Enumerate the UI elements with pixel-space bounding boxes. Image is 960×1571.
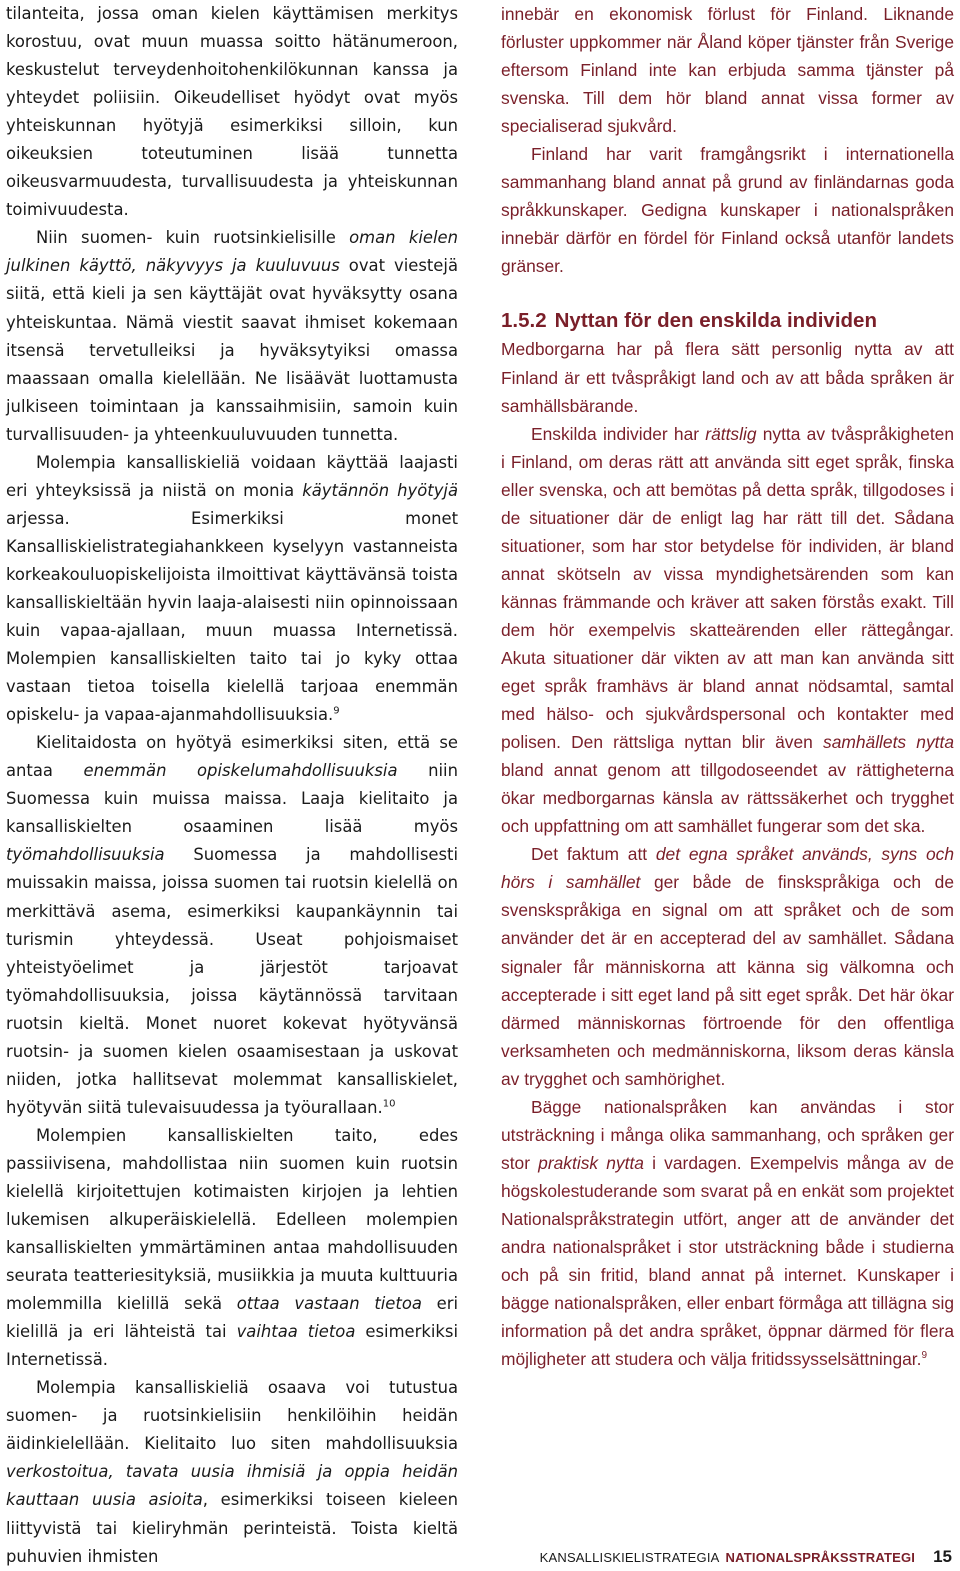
footer-label-fi: KANSALLISKIELISTRATEGIA — [539, 1550, 720, 1565]
footnote-ref: 9 — [921, 1350, 928, 1362]
footer-label-sv: NATIONALSPRÅKSSTRATEGI — [725, 1550, 916, 1565]
paragraph-sv-2: Finland har varit framgångsrikt i internationella sammanhang bland annat på grund av finländarnas goda språkkunskaper. Gedigna kunskaper i nationalspråken innebär därför en fördel för Finland också utanför landets gränser. — [501, 144, 954, 277]
paragraph-fi-5: Molempien kansalliskielten taito, edes passiivisena, mahdollistaa niin suomen kuin ruotsin kielellä kirjoitettujen kotimaisten kirjojen ja lehtien lukemisen alkuperäiskielellä. Edelleen molempien kansalliskielten ymmärtäminen antaa mahdollisuuden seurata teatteriesityksiä, musiikkia ja muuta kulttuuria molemmilla kielillä sekä ottaa vastaan tietoa eri kielillä ja eri lähteistä tai vaihtaa tietoa esimerkiksi Internetissä. — [6, 1125, 458, 1370]
paragraph-sv-4: Enskilda individer har rättslig nytta av tvåspråkigheten i Finland, om deras rätt att använda sitt eget språk, finska eller svenska, och att bemötas på detta språk, tillgodoses i de situationer där de enligt lag har rätt till det. Sådana situationer, som har stor betydelse för individen, är bland annat skötseln av vissa myndighetsärenden som kan kännas främmande och kräver att saken förstås exakt. Till dem hör exempelvis skatteärenden eller rättegångar. Akuta situationer där vikten av att man kan använda sitt eget språk framhävs är bland annat nödsamtal, samtal med hälso- och sjukvårdspersonal och kontakter med polisen. Den rättsliga nyttan blir även samhällets nytta bland annat genom att tillgodoseendet av rättigheterna ökar medborgarnas känsla av rättssäkerhet och trygghet och uppfattning om att samhället fungerar som det ska. — [501, 423, 954, 837]
section-heading — [501, 307, 954, 335]
section-number: 1.5.2 — [501, 309, 547, 333]
paragraph-fi-3: Molempia kansalliskieliä voidaan käyttää laajasti eri yhteyksissä ja niistä on monia käytännön hyötyjä arjessa. Esimerkiksi monet Kansalliskielistrategiahankkeen kyselyyn vastanneista korkeakouluopiskelijoista ilmoittivat käyttävänsä toista kansalliskieltään hyvin laaja-alaisesti niin opinnoissaan kuin vapaa-ajallaan, muun muassa Internetissä. Molempien kansalliskielten taito tai jo kyky ottaa vastaan tietoa toisella kielellä tarjoaa enemmän opiskelu- ja vapaa-ajanmahdollisuuksia.$^9$ — [6, 452, 458, 725]
paragraph-fi-2: Niin suomen- kuin ruotsinkielisille oman kielen julkinen käyttö, näkyvyys ja kuuluvuus ovat viestejä siitä, että kieli ja sen käyttäjät ovat hyväksytty osana yhteiskuntaa. Nämä viestit saavat ihmiset kokemaan itsensä tervetulleiksi ja hyväksytyiksi omassa maassaan omalla kielellään. Ne lisäävät luottamusta julkiseen toimintaan ja kanssaihmisiin, samoin kuin turvallisuuden- ja yhteenkuuluvuuden tunnetta. — [6, 228, 458, 444]
swedish-column — [501, 0, 954, 1373]
finnish-column — [6, 0, 458, 1571]
paragraph-sv-5: Det faktum att det egna språket används, syns och hörs i samhället ger både de finskspråkiga och de svenskspråkiga en signal om att språket och de som använder det är en accepterad del av samhället. Sådana signaler får människorna att känna sig välkomna och accepterade i sitt eget land på sitt eget språk. Det här ökar därmed människornas förtroende för den offentliga verksamheten och medmänniskorna, liksom deras känsla av trygghet och samhörighet. — [501, 844, 955, 1089]
footnote-ref: 10 — [382, 1098, 396, 1110]
paragraph-sv-6: Bägge nationalspråken kan användas i stor utsträckning i många olika sammanhang, och språken ger stor praktisk nytta i vardagen. Exempelvis många av de högskolestuderande som svarat på en enkät som projektet Nationalspråkstrategin utfört, anger att de använder det andra nationalspråket i stor utsträckning både i studierna och på sin fritid, bland annat på internet. Kunskaper i bägge nationalspråken, eller enbart förmåga att tillägna sig information på det andra språket, öppnar därmed för flera möjligheter att studera och välja fritidssysselsättningar.$^9$ — [501, 1096, 954, 1370]
section-title: Nyttan för den enskilda individen — [554, 309, 877, 333]
footnote-ref: 9 — [333, 705, 340, 717]
page-number: 15 — [933, 1547, 952, 1566]
paragraph-fi-4: Kielitaidosta on hyötyä esimerkiksi siten, että se antaa enemmän opiskelumahdollisuuksia niin Suomessa kuin muissa maissa. Laaja kielitaito ja kansalliskielten osaaminen lisää myös työmahdollisuuksia Suomessa ja mahdollisesti muissakin maissa, joissa suomen tai ruotsin kielellä on merkittävä asema, esimerkiksi kaupankäynnin tai turismin yhteydessä. Useat pohjoismaiset yhteistyöelimet ja järjestöt tarjoavat työmahdollisuuksia, joissa käytännössä tarvitaan ruotsin kieltä. Monet nuoret kokevat hyötyvänsä ruotsin- ja suomen kielen osaamisestaan ja uskovat niiden, jotka hallitsevat molemmat kansalliskielet, hyötyvän siitä tulevaisuudessa ja työurallaan.$^{10}$ — [6, 733, 458, 1117]
paragraph-sv-3: Medborgarna har på flera sätt personlig nytta av att Finland är ett tvåspråkigt land och av att båda språken är samhällsbärande. — [501, 339, 954, 416]
paragraph-fi-1: tilanteita, jossa oman kielen käyttämisen merkitys korostuu, ovat muun muassa soitto hätänumeroon, keskustelut terveydenhoitohenkilökunnan kanssa ja yhteydet poliisiin. Oikeudelliset hyödyt ovat myös yhteiskunnan hyötyjä esimerkiksi silloin, kun oikeuksien toteutuminen lisää tunnetta oikeusvarmuudesta, turvallisuudesta ja yhteiskunnan toimivuudesta. — [6, 4, 458, 220]
paragraph-fi-6: Molempia kansalliskieliä osaava voi tutustua suomen- ja ruotsinkielisiin henkilöihin heidän äidinkielellään. Kielitaito luo siten mahdollisuuksia verkostoitua, tavata uusia ihmisiä ja oppia heidän kauttaan uusia asioita, esimerkiksi toiseen kieleen liittyvistä tai kieliryhmän perinteistä. Toista kieltä puhuvien ihmisten — [6, 1378, 458, 1566]
page-footer — [540, 1547, 952, 1568]
paragraph-sv-1: innebär en ekonomisk förlust för Finland. Liknande förluster uppkommer när Åland köper tjänster från Sverige eftersom Finland inte kan erbjuda samma tjänster på svenska. Till dem hör bland annat vissa former av specialiserad sjukvård. — [501, 4, 954, 137]
